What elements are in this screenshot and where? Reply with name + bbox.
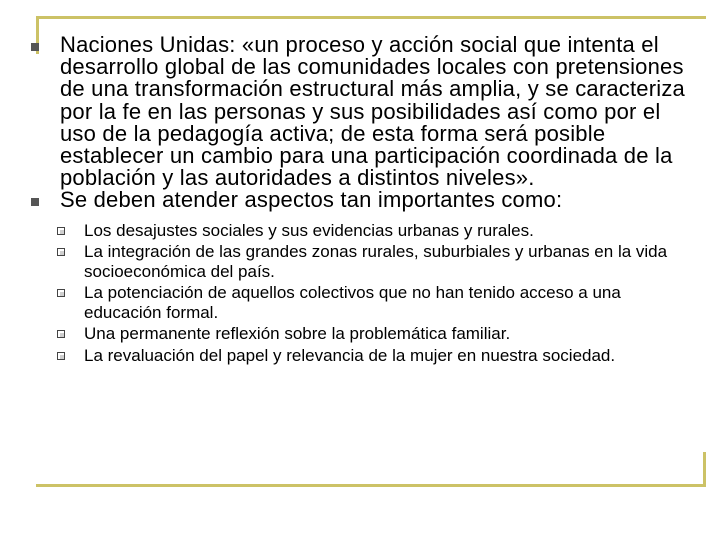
hollow-square-bullet-icon	[57, 248, 65, 256]
square-bullet-icon	[31, 198, 39, 206]
right-rule	[703, 452, 706, 487]
bullet-item	[30, 189, 700, 211]
bullet-item	[30, 34, 700, 189]
sub-bullet-text: Una permanente reflexión sobre la problemática familiar.	[84, 324, 511, 344]
sub-bullet-text: La potenciación de aquellos colectivos que no han tenido acceso a una educación formal.	[84, 283, 621, 322]
sub-bullet-text: La integración de las grandes zonas rurales, suburbiales y urbanas en la vida socioeconómica del país.	[84, 242, 668, 281]
sub-bullet-text: Los desajustes sociales y sus evidencias urbanas y rurales.	[84, 220, 534, 240]
sub-bullet-item	[57, 283, 700, 322]
sub-bullet-text: La revaluación del papel y relevancia de la mujer en nuestra sociedad.	[84, 345, 616, 365]
sub-bullet-item	[57, 242, 700, 281]
sub-bullet-item	[57, 221, 700, 241]
top-rule	[36, 16, 706, 19]
hollow-square-bullet-icon	[57, 227, 65, 235]
hollow-square-bullet-icon	[57, 330, 65, 338]
sub-bullet-item	[57, 324, 700, 344]
sub-bullet-list	[30, 221, 700, 366]
bottom-rule	[36, 484, 706, 487]
hollow-square-bullet-icon	[57, 352, 65, 360]
bullet-text: Se deben atender aspectos tan importantes como:	[60, 187, 563, 213]
hollow-square-bullet-icon	[57, 289, 65, 297]
slide-body	[30, 34, 700, 367]
square-bullet-icon	[31, 43, 39, 51]
bullet-text: Naciones Unidas: «un proceso y acción social que intenta el desarrollo global de las comunidades locales con pretensiones de una transformación estructural más amplia, y se caracteriza por la fe en las personas y sus posibilidades así como por el uso de la pedagogía activa; de esta forma será posible establecer un cambio para una participación coordinada de la población y las autoridades a distintos niveles».	[60, 32, 685, 191]
sub-bullet-item	[57, 346, 700, 366]
